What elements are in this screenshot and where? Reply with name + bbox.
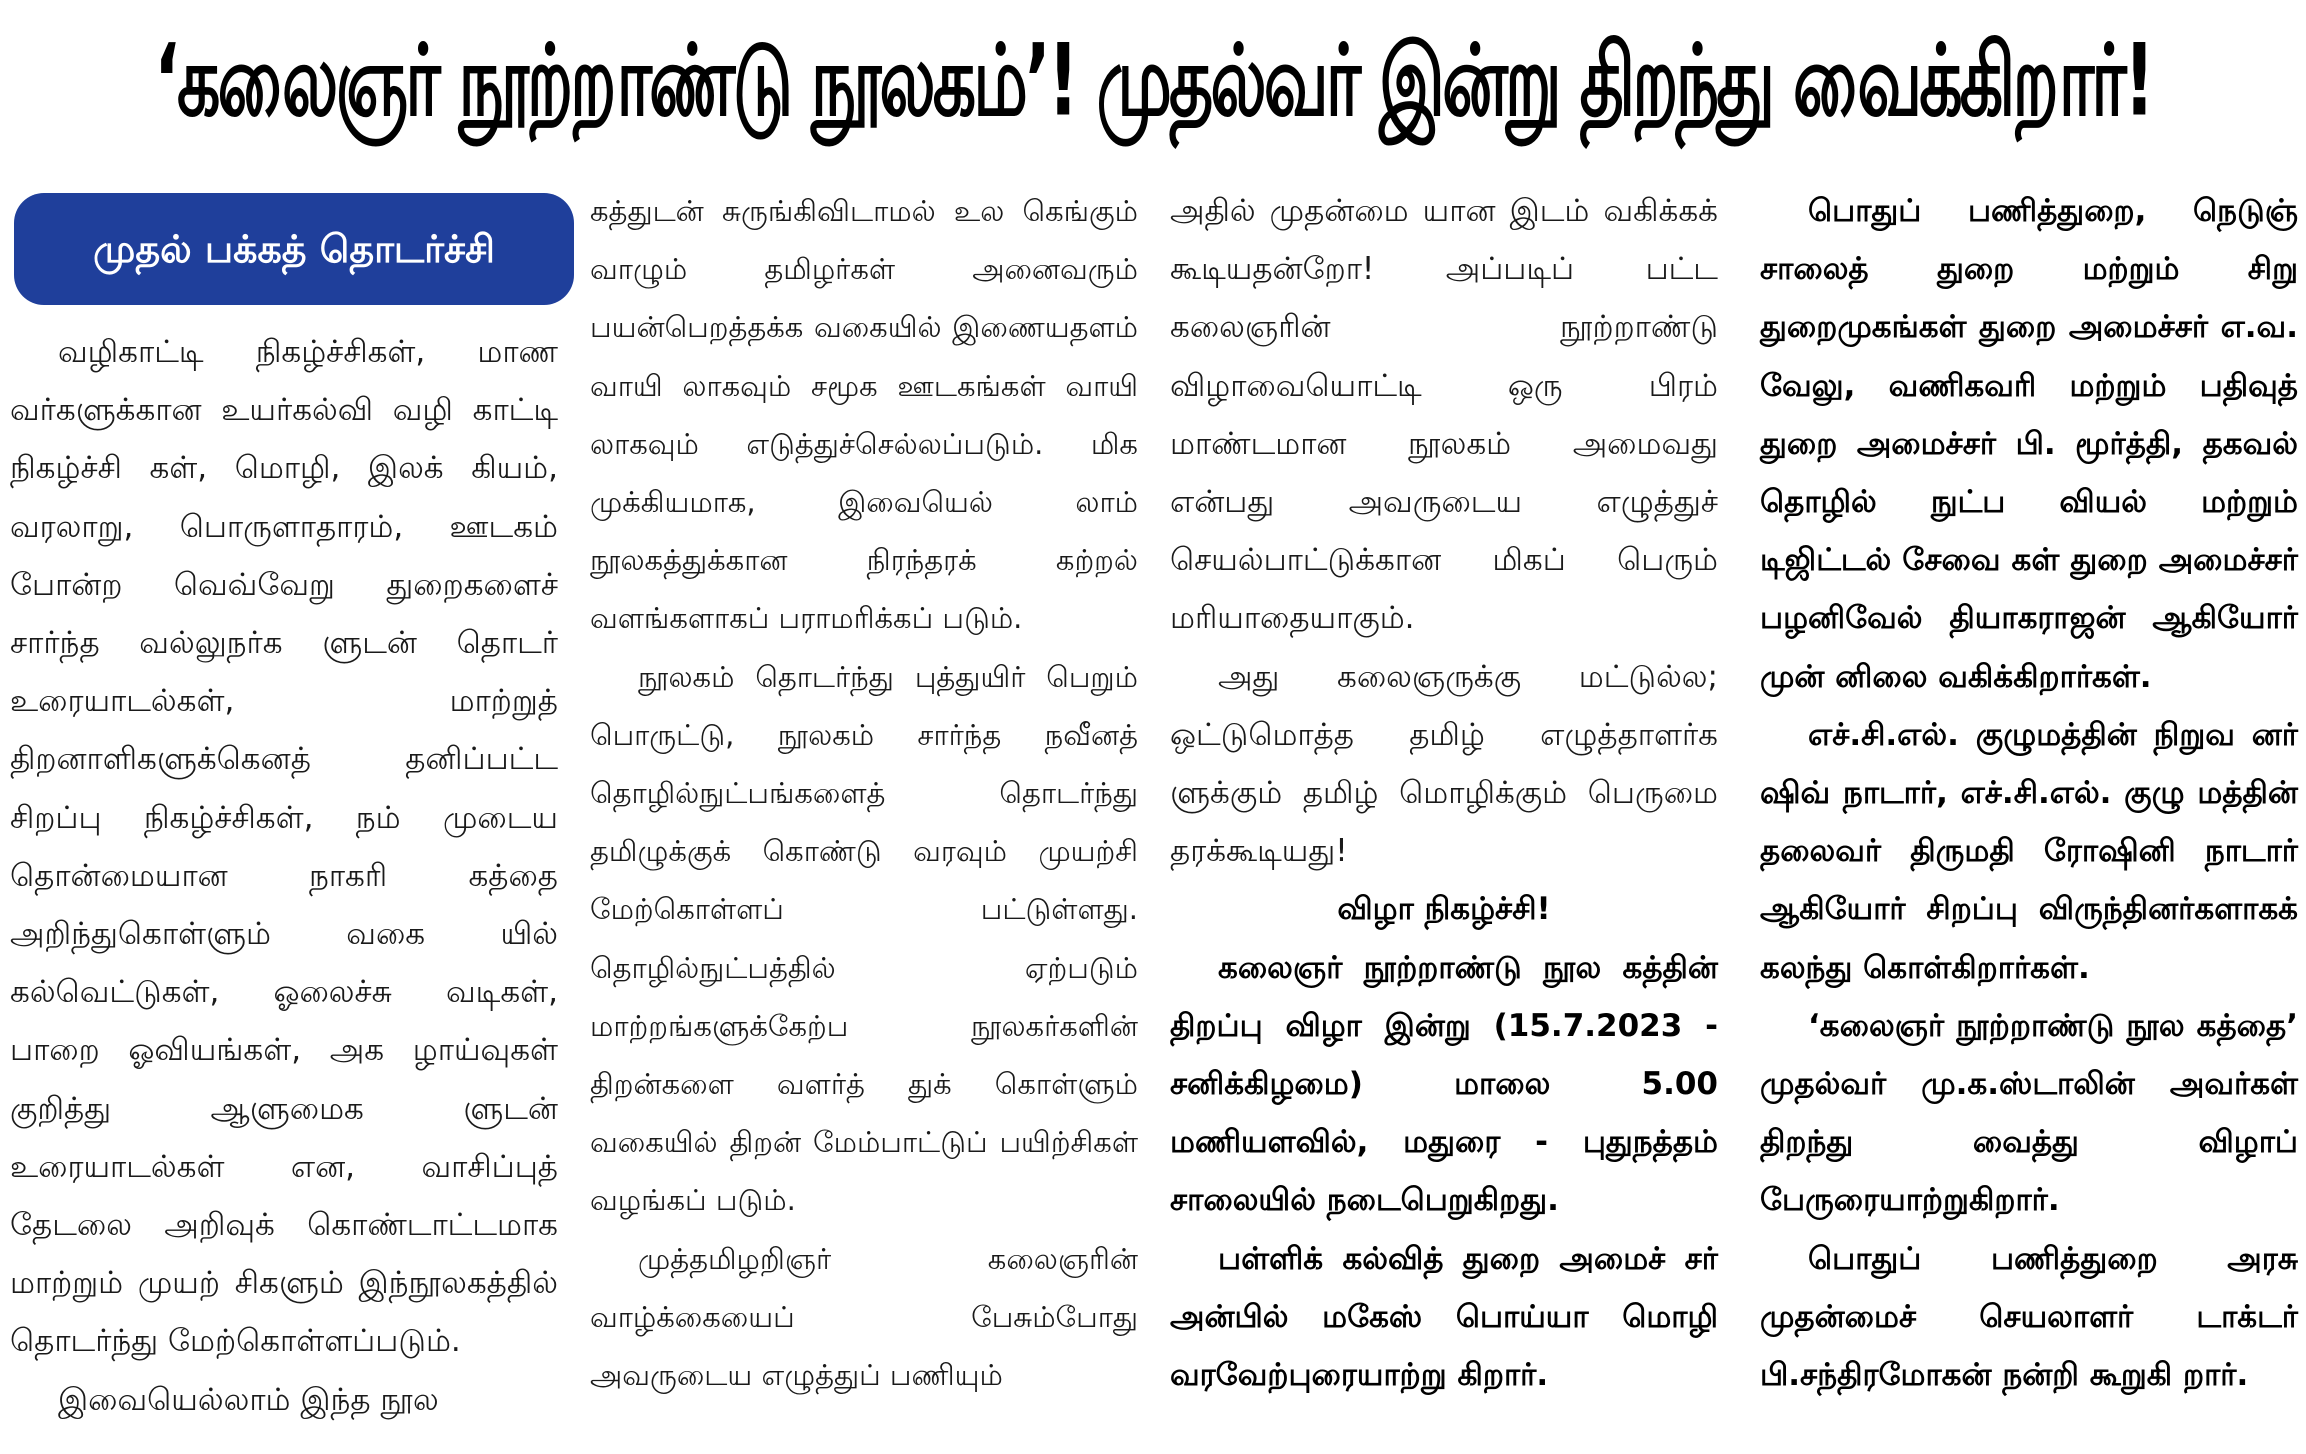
column-4-paragraph-3: ‘கலைஞர் நூற்றாண்டு நூல கத்தை’ முதல்வர் மு.க.ஸ்டாலின் அவர்கள் திறந்து வைத்து விழாப் பேருரையாற்றுகிறார். <box>1760 1007 2298 1219</box>
column-3 <box>1170 182 1718 1442</box>
continuation-badge: முதல் பக்கத் தொடர்ச்சி <box>14 193 574 305</box>
column-1 <box>10 185 558 1445</box>
column-2 <box>590 182 1138 1442</box>
column-2-paragraph-3: முத்தமிழறிஞர் கலைஞரின் வாழ்க்கையைப் பேசும்போது அவருடைய எழுத்துப் பணியும் <box>590 1241 1138 1393</box>
column-3-paragraph-1: அதில் முதன்மை யான இடம் வகிக்கக் கூடியதன்றோ! அப்படிப் பட்ட கலைஞரின் நூற்றாண்டு விழாவையொட்டி ஒரு பிரம் மாண்டமான நூலகம் அமைவது என்பது அவருடைய எழுத்துச் செயல்பாட்டுக்கான மிகப் பெரும் மரியாதையாகும். <box>1170 193 1718 637</box>
headline: ‘கலைஞர் நூற்றாண்டு நூலகம்’! முதல்வர் இன்று திறந்து வைக்கிறார்! <box>154 23 2152 139</box>
column-1-paragraph-1: வழிகாட்டி நிகழ்ச்சிகள், மாண வர்களுக்கான உயர்கல்வி வழி காட்டி நிகழ்ச்சி கள், மொழி, இலக் கியம், வரலாறு, பொருளாதாரம், ஊடகம் போன்ற வெவ்வேறு துறைகளைச் சார்ந்த வல்லுநர்க ளுடன் தொடர் உரையாடல்கள், மாற்றுத் திறனாளிகளுக்கெனத் தனிப்பட்ட சிறப்பு நிகழ்ச்சிகள், நம் முடைய தொன்மையான நாகரி கத்தை அறிந்துகொள்ளும் வகை யில் கல்வெட்டுகள், ஓலைச்சு வடிகள், பாறை ஓவியங்கள், அக ழாய்வுகள் குறித்து ஆளுமைக ளுடன் உரையாடல்கள் என, வாசிப்புத் தேடலை அறிவுக் கொண்டாட்டமாக மாற்றும் முயற் சிகளும் இந்நூலகத்தில் தொடர்ந்து மேற்கொள்ளப்படும். <box>10 334 558 1360</box>
column-3-paragraph-2: அது கலைஞருக்கு மட்டுல்ல; ஒட்டுமொத்த தமிழ் எழுத்தாளர்க ளுக்கும் தமிழ் மொழிக்கும் பெருமை தரக்கூடியது! <box>1170 658 1718 870</box>
column-3-paragraph-3: கலைஞர் நூற்றாண்டு நூல கத்தின் திறப்பு விழா இன்று (15.7.2023 - சனிக்கிழமை) மாலை 5.00 மணியளவில், மதுரை - புதுநத்தம் சாலையில் நடைபெறுகிறது. <box>1170 949 1718 1219</box>
column-4-paragraph-4: பொதுப் பணித்துறை அரசு முதன்மைச் செயலாளர் டாக்டர் பி.சந்திரமோகன் நன்றி கூறுகி றார். <box>1760 1240 2298 1394</box>
column-4-paragraph-1: பொதுப் பணித்துறை, நெடுஞ் சாலைத் துறை மற்றும் சிறு துறைமுகங்கள் துறை அமைச்சர் எ.வ. வேலு, வணிகவரி மற்றும் பதிவுத் துறை அமைச்சர் பி. மூர்த்தி, தகவல் தொழில் நுட்ப வியல் மற்றும் டிஜிட்டல் சேவை கள் துறை அமைச்சர் பழனிவேல் தியாகராஜன் ஆகியோர் முன் னிலை வகிக்கிறார்கள். <box>1760 193 2298 695</box>
column-1-paragraph-2: இவையெல்லாம் இந்த நூல <box>58 1381 439 1418</box>
column-2-paragraph-1: கத்துடன் சுருங்கிவிடாமல் உல கெங்கும் வாழும் தமிழர்கள் அனைவரும் பயன்பெறத்தக்க வகையில் இணையதளம் வாயி லாகவும் சமூக ஊடகங்கள் வாயி லாகவும் எடுத்துச்செல்லப்படும். மிக முக்கியமாக, இவையெல் லாம் நூலகத்துக்கான நிரந்தரக் கற்றல் வளங்களாகப் பராமரிக்கப் படும். <box>590 194 1138 636</box>
event-subheading: விழா நிகழ்ச்சி! <box>1337 891 1551 928</box>
column-2-paragraph-2: நூலகம் தொடர்ந்து புத்துயிர் பெறும் பொருட்டு, நூலகம் சார்ந்த நவீனத் தொழில்நுட்பங்களைத் தொடர்ந்து தமிழுக்குக் கொண்டு வரவும் முயற்சி மேற்கொள்ளப் பட்டுள்ளது. தொழில்நுட்பத்தில் ஏற்படும் மாற்றங்களுக்கேற்ப நூலகர்களின் திறன்களை வளர்த் துக் கொள்ளும் வகையில் திறன் மேம்பாட்டுப் பயிற்சிகள் வழங்கப் படும். <box>590 659 1138 1218</box>
column-4 <box>1760 182 2298 1442</box>
column-4-paragraph-2: எச்.சி.எல். குழுமத்தின் நிறுவ னர் ஷிவ் நாடார், எச்.சி.எல். குழு மத்தின் தலைவர் திருமதி ரோஷினி நாடார் ஆகியோர் சிறப்பு விருந்தினர்களாகக் கலந்து கொள்கிறார்கள். <box>1760 716 2298 986</box>
column-3-paragraph-4: பள்ளிக் கல்வித் துறை அமைச் சர் அன்பில் மகேஸ் பொய்யா மொழி வரவேற்புரையாற்று கிறார். <box>1170 1240 1718 1394</box>
